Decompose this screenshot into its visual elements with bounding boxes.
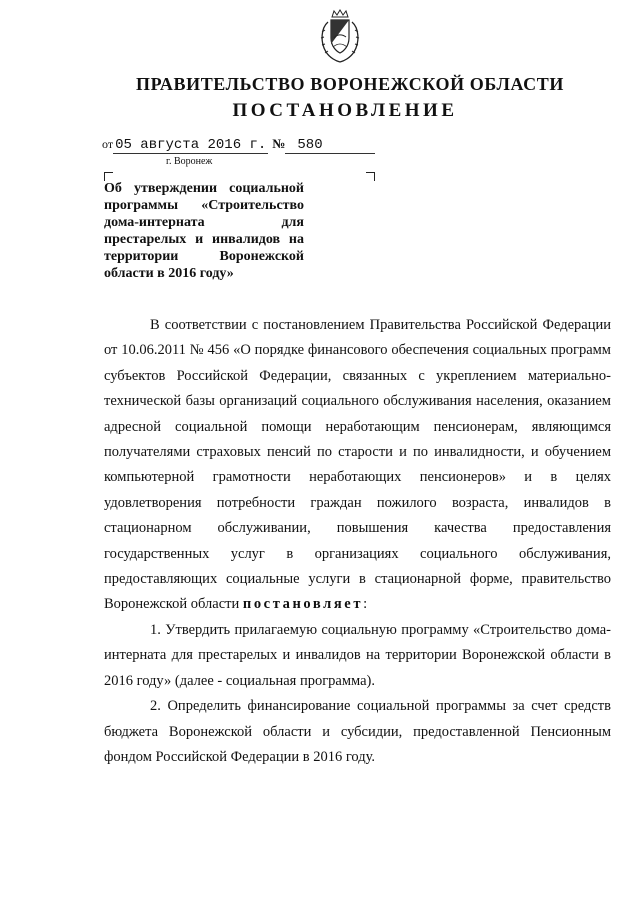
coat-of-arms-icon [318,8,362,64]
document-subject: Об утверждении социальной программы «Строительство дома-интерната для престарелых и инвалидов на территории Воронежской области в 2016 году» [104,181,304,281]
preamble-text: В соответствии с постановлением Правительства Российской Федерации от 10.06.2011 № 456 «О порядке финансового обеспечения социальных программ субъектов Российской Федерации, связанных с укреплением материально-технической базы организаций социального обслуживания населения, оказанием адресной социальной помощи неработающим пенсионерам, являющимся получателями страховых пенсий по старости и по инвалидности, и обучением компьютерной грамотности неработающих пенсионеров» и в целях удовлетворения потребности граждан пожилого возраста, инвалидов в стационарном обслуживании, повышения качества предоставления государственных услуг в организациях социального обслуживания, предоставляющих социальные услуги в стационарной форме, правительство Воронежской области [104,317,611,613]
date-prefix: от [102,137,114,151]
document-date: 05 августа 2016 г. [115,137,267,153]
resolves-colon: : [363,596,368,613]
city-name: г. Воронеж [166,156,213,167]
number-label: № [272,136,286,151]
resolves-word: постановляет [242,596,364,613]
clause-2: 2. Определить финансирование социальной программы за счет средств бюджета Воронежской области и субсидии, предоставленной Пенсионным фондом Российской Федерации в 2016 году. [104,698,611,765]
document-number: 580 [285,137,375,154]
preamble-paragraph [104,313,611,618]
document-date-number [102,136,375,154]
document-body [104,313,611,770]
document-type-title: ПОСТАНОВЛЕНИЕ [232,100,458,121]
subject-bracket-right [366,172,375,181]
clause-1: 1. Утвердить прилагаемую социальную программу «Строительство дома-интерната для престарелых и инвалидов на территории Воронежской области в 2016 году» (далее - социальная программа). [104,621,611,689]
organization-title: ПРАВИТЕЛЬСТВО ВОРОНЕЖСКОЙ ОБЛАСТИ [136,74,564,94]
